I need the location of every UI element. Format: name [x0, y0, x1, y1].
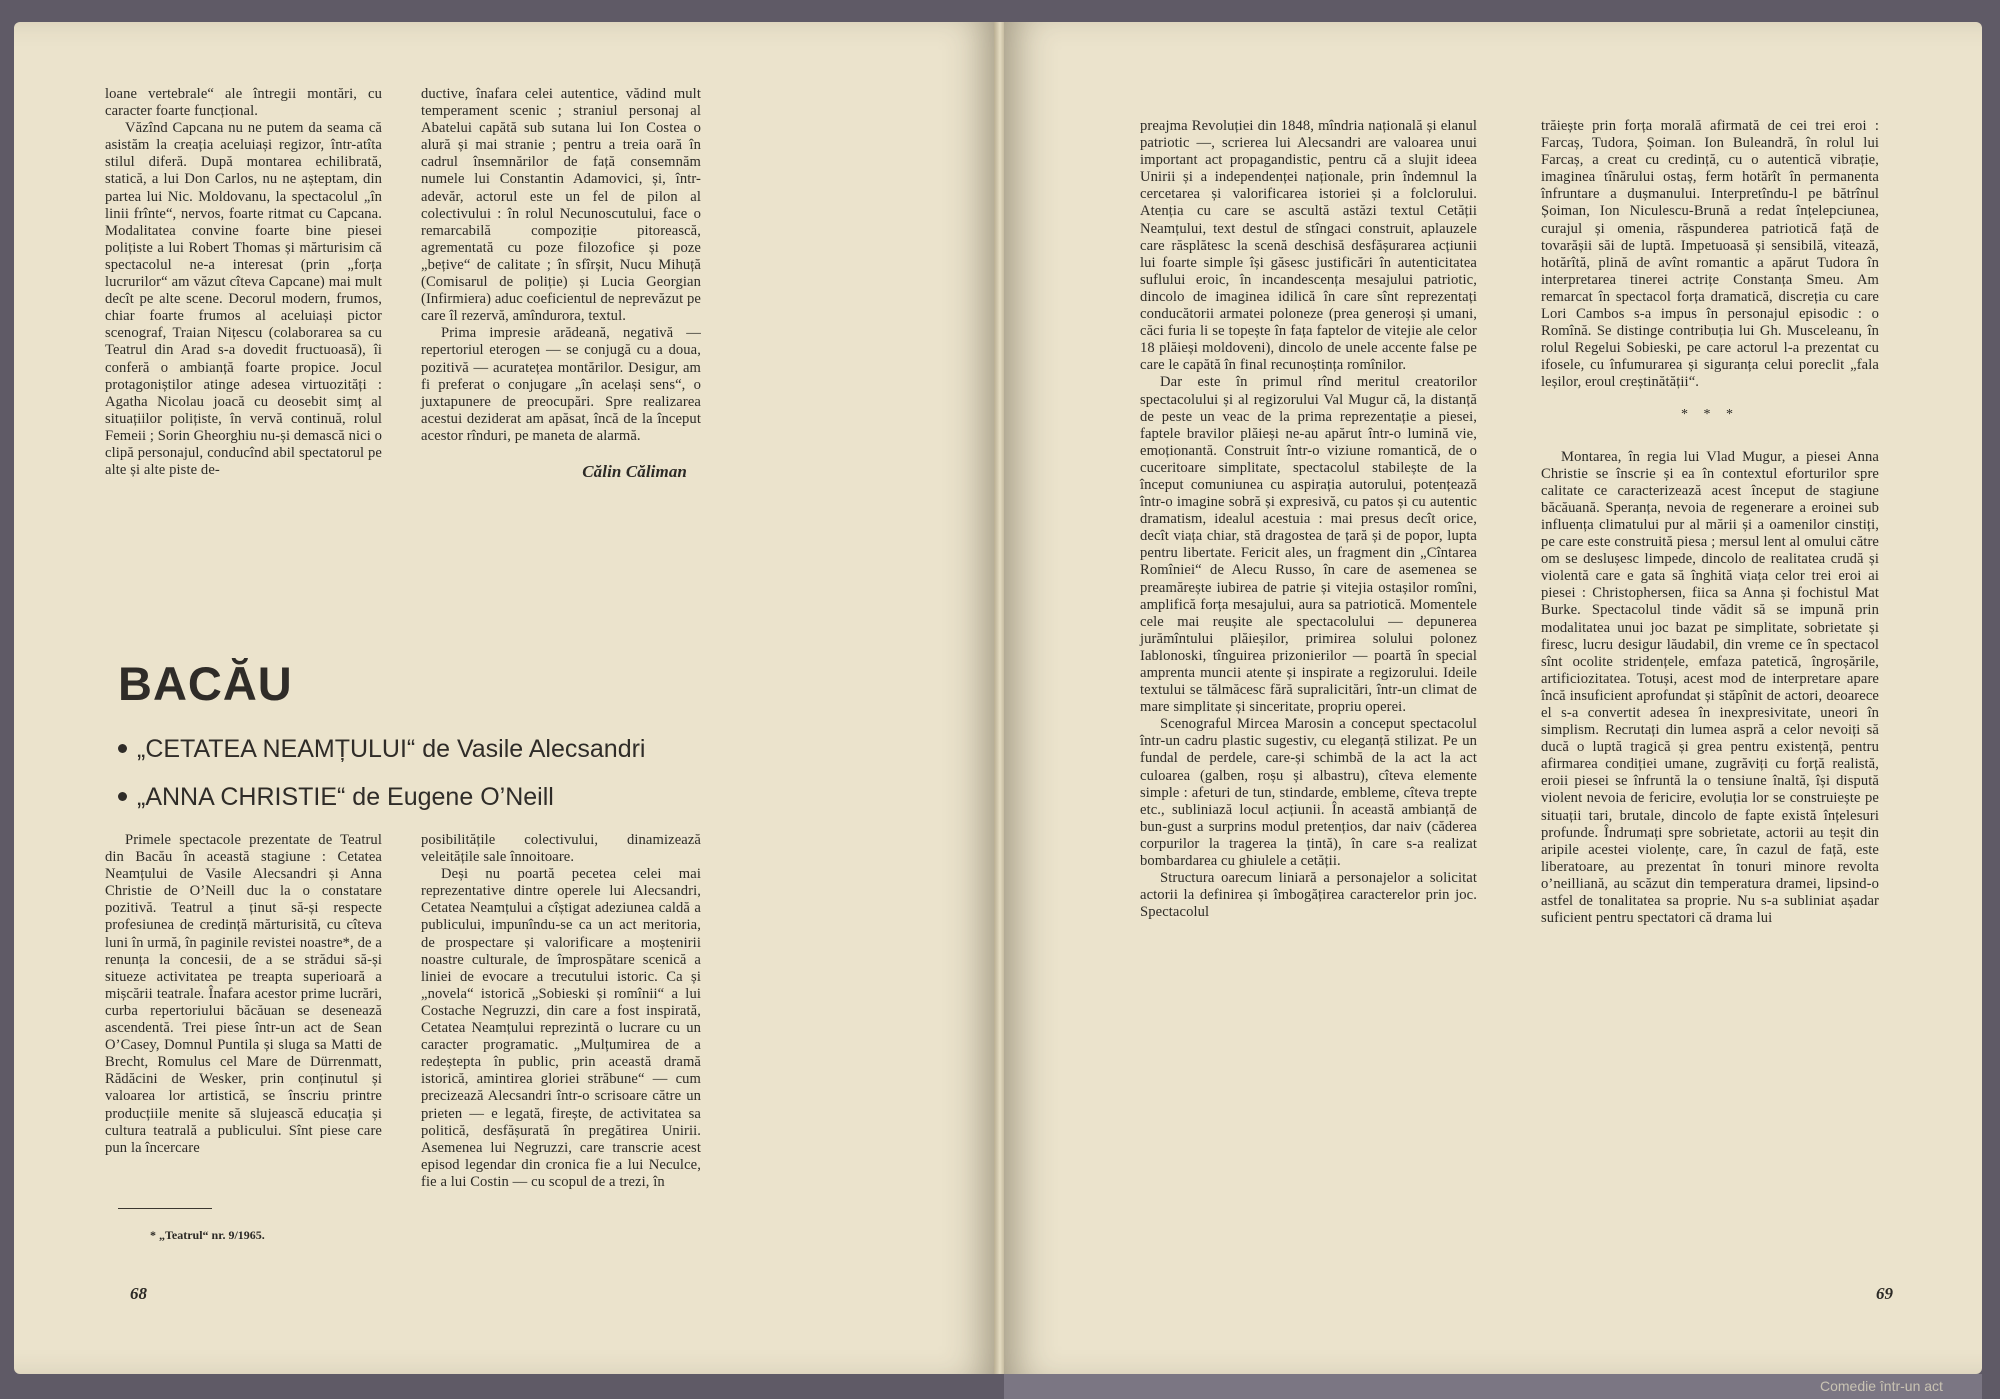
paragraph: Scenograful Mircea Marosin a conceput spectacolul într-un cadru plastic sugestiv, cu eleganță stilizat. Pe un fundal de perdele, care-și schimbă de la act la act culoarea (galben, roșu și albastru), cîteva elemente simple : afeturi de tun, stindarde, embleme, cîteva trepte etc., subliniază locul acțiunii. În această ambianță de bun-gust a surprins modul pretențios, dar naiv (căderea corpurilor la tragerea la țintă), în care s-a realizat bombardarea cu ghiulele a cetății.: [1140, 716, 1477, 870]
paragraph: Montarea, în regia lui Vlad Mugur, a piesei Anna Christie se înscrie și ea în contextul eforturilor spre calitate ce caracterizează acest început de stagiune băcăuană. Speranța, nevoia de regenerare a eroinei sub influența climatului pur al mării și a oamenilor cinstiți, pe care este construită piesa ; mersul lent al omului către om se deslușesc limpede, dincolo de realitatea crudă și violentă care e gata să înghită viața celor trei eroi ai piesei : Christophersen, fiica sa Anna și fochistul Mat Burke. Spectacolul tinde vădit să se impună prin modalitatea unui joc bazat pe simplitate, sobrietate și firesc, lucru desigur lăudabil, din vreme ce în spectacol sînt ocolite stridențele, emfaza patetică, îngroșările, artificiozitatea. Totuși, acest mod de interpretare apare încă insuficient aprofundat și stăpînit de actori, deoarece el s-a convertit adesea în inexpresivitate, uneori în simplism. Recrutați din lumea aspră a celor nevoiți să ducă o luptă tragică și grea pentru existență, pentru afirmarea condiției umane, zugrăviți cu forță realistă, eroii piesei se înfruntă la o tensiune înaltă, își dispută violent nevoia de fericire, evoluția lor se construiește pe situații tari, brutale, dincolo de fapte există înțelesuri profunde. Îndrumați spre sobrietate, actorii au teșit din aripile acestei violențe, care, în cazul de față, este liberatoare, au prezentat în tonuri minore revolta o’neilliană, au scăzut din temperatura dramei, lipsind-o astfel de tonalitatea sa proprie. Nu s-a subliniat așadar suficient pentru spectatori că drama lui: [1541, 448, 1879, 927]
city-heading: BACĂU: [118, 657, 293, 710]
left-column-1-bottom: [105, 832, 382, 1157]
right-column-2: [1541, 118, 1879, 927]
footnote-rule: [118, 1208, 212, 1209]
author-signature: Călin Căliman: [582, 461, 687, 481]
footnote: * „Teatrul“ nr. 9/1965.: [150, 1228, 265, 1242]
paragraph: Primele spectacole prezentate de Teatrul din Bacău în această stagiune : Cetatea Neamțului de Vasile Alecsandri și Anna Christie de O’Neill duc la o constatare pozitivă. Teatrul a ținut să-și respecte profesiunea de credință mărturisită, cu cîteva luni în urmă, în paginile revistei noastre*, de a renunța la concesii, de a se strădui să-și situeze activitatea pe treapta superioară a mișcării teatrale. Înafara acestor prime lucrări, curba repertoriului băcăuan se desenează ascendentă. Trei piese într-un act de Sean O’Casey, Domnul Puntila și sluga sa Matti de Brecht, Romulus cel Mare de Dürrenmatt, Rădăcini de Wesker, prin conținutul și valoarea lor artistică, se înscriu printre producțiile menite să slujească educația și cultura teatrală a publicului. Sînt piese care pun la încercare: [105, 832, 382, 1156]
left-column-2-top: [421, 86, 701, 480]
bullet-icon: [118, 744, 127, 753]
play-title-text: „CETATEA NEAMȚULUI“ de Vasile Alecsandri: [137, 735, 646, 763]
play-title-text: „ANNA CHRISTIE“ de Eugene O’Neill: [137, 783, 554, 811]
paragraph: Dar este în primul rînd meritul creatorilor spectacolului și al regizorului Val Mugur că, la distanță de peste un veac de la prima reprezentație a piesei, faptele bravilor plăieși ne-au apărut într-o lumină vie, emoționantă. Construit într-o viziune romantică, de o cuceritoare simplitate, spectacolul stabilește de la început comuniunea cu aspirația autorului, potențează într-o imagine sobră și expresivă, cu patos și cu autentic dramatism, idealul acestuia : mai presus decît orice, decît viața chiar, stă dragostea de țară și de popor, lupta pentru libertate. Fericit ales, un fragment din „Cîntarea Romîniei“ de Alecu Russo, în care de asemenea se preamărește iubirea de patrie și vitejia ostașilor romîni, amplifică forța mesajului, aura sa patriotică. Momentele cele mai reușite ale spectacolului — depunerea jurămîntului plăieșilor, primirea solului polonez Iablonoski, tînguirea prizonierilor — poartă în special amprenta muncii atente și inspirate a regizorului. Ideile textului se tălmăcesc fără supralicitări, într-un climat de mare simplitate și sinceritate, propriu operei.: [1140, 374, 1477, 716]
play-title-1: [118, 735, 645, 764]
bullet-icon: [118, 792, 127, 801]
play-title-2: [118, 783, 554, 812]
right-page: [1004, 22, 1982, 1374]
right-column-1: [1140, 118, 1477, 921]
next-page-text: Comedie într-un act: [1820, 1378, 1943, 1394]
paragraph: loane vertebrale“ ale întregii montări, cu caracter foarte funcțional.: [105, 86, 382, 120]
page-number-left: 68: [130, 1284, 147, 1303]
paragraph: preajma Revoluției din 1848, mîndria națională și elanul patriotic —, scrierea lui Alecsandri are valoarea unui important act propagandistic, pentru că a slujit ideea Unirii și a independenței naționale, prin îndemnul la cercetarea și valorificarea istoriei și a folclorului. Atenția cu care se ascultă astăzi textul Cetății Neamțului, text destul de stîngaci construit, aplauzele care răsplătesc la scenă deschisă desfășurarea acțiunii lui foarte simple își găsesc justificări în autenticitatea suflului eroic, în incandescența mesajului patriotic, dincolo de imaginea idilică în care sînt reprezentați conducătorii armatei poloneze (prea generoși și umani, căci furia li se topește în fața faptelor de vitejie ale celor 18 plăieși moldoveni), dincolo de unele accente false pe care le capătă în final recunoștința romînilor.: [1140, 118, 1477, 374]
left-page: [14, 22, 996, 1374]
left-column-1-top: [105, 86, 382, 479]
paragraph: ductive, înafara celei autentice, vădind mult temperament scenic ; straniul personaj al Abatelui capătă sub sutana lui Ion Costea o alură și mai stranie ; pentru a treia oară în cadrul însemnărilor de față consemnăm numele lui Constantin Adamovici, și, într-adevăr, actorul este un fel de pilon al colectivului : în rolul Necunoscutului, face o remarcabilă compoziție pitorească, agrementată cu poze filozofice și poze „bețive“ de calitate ; în sfîrșit, Nucu Mihuță (Comisarul de poliție) și Lucia Georgian (Infirmiera) aduc coeficientul de neprevăzut pe care îl rezervă, amîndurora, textul.: [421, 86, 701, 325]
section-separator: * * *: [1681, 406, 1739, 422]
paragraph: Văzînd Capcana nu ne putem da seama că asistăm la creația aceluiași regizor, într-atîta stilul diferă. După montarea echilibrată, statică, a lui Don Carlos, nu ne așteptam, din partea lui Nic. Moldovanu, la spectacolul „în linii frînte“, nervos, foarte ritmat cu Capcana. Modalitatea convine foarte bine piesei polițiste a lui Robert Thomas și mărturisim că spectacolul ne-a interesat (prin „forța lucrurilor“ am văzut cîteva Capcane) mai mult decît pe alte scene. Decorul modern, frumos, chiar foarte frumos al aceluiași pictor scenograf, Traian Nițescu (colaborarea sa cu Teatrul din Arad s-a dovedit fructuoasă), îi conferă o ambianță foarte propice. Jocul protagoniștilor atinge adesea virtuozități : Agatha Nicolau joacă cu deosebit simț al situațiilor polițiste, în vervă continuă, rolul Femeii ; Sorin Gheorghiu nu-și demască nici o clipă personajul, conducînd abil spectatorul pe alte și alte piste de-: [105, 120, 383, 479]
paragraph: Structura oarecum liniară a personajelor a solicitat actorii la definirea și îmbogățirea caracterelor prin joc. Spectacolul: [1140, 870, 1477, 921]
paragraph: trăiește prin forța morală afirmată de cei trei eroi : Farcaș, Tudora, Șoiman. Ion Buleandră, în rolul lui Farcaș, a creat cu credință, cu o autentică vibrație, imaginea tînărului ostaș, ferm hotărît în permanenta înfruntare a dușmanului. Interpretîndu-l pe bătrînul Șoiman, Ion Niculescu-Brună a redat înțelepciunea, curajul și omenia, răspunderea patriotică față de tovarășii săi de luptă. Impetuoasă și sensibilă, vitează, hotărîtă, plină de avînt romantic a apărut Tudora în interpretarea tinerei actrițe Constanța Smeu. Am remarcat în spectacol forța dramatică, discreția cu care Lori Cambos s-a impus în personajul episodic : o Romînă. Se distinge contribuția lui Gh. Musceleanu, în rolul Regelui Sobieski, pe care actorul l-a prezentat cu ifosele, cu înfumurarea și siguranța celui poreclit „fala leșilor, eroul creștinătății“.: [1541, 118, 1879, 391]
paragraph: posibilitățile colectivului, dinamizează veleitățile sale înnoitoare.: [421, 832, 701, 866]
left-column-2-bottom: [421, 832, 701, 1191]
paragraph: Prima impresie arădeană, negativă — repertoriul eterogen — se conjugă cu a doua, pozitivă — acuratețea montărilor. Desigur, am fi preferat o conjugare „în același sens“, o juxtapunere de preocupări. Spre realizarea acestui deziderat am apăsat, încă de la început acestor rînduri, pe maneta de alarmă.: [421, 325, 701, 444]
paragraph: Deși nu poartă pecetea celei mai reprezentative dintre operele lui Alecsandri, Cetatea Neamțului a cîștigat adeziunea caldă a publicului, impunîndu-se ca un act meritoria, de prospectare și valorificare a moștenirii noastre culturale, de împrospătare scenică a liniei de evocare a trecutului istoric. Ca și „novela“ istorică „Sobieski și romînii“ a lui Costache Negruzzi, din care a fost inspirată, Cetatea Neamțului reprezintă o lucrare cu un caracter programatic. „Mulțumirea de a redeștepta în public, prin această dramă istorică, amintirea gloriei străbune“ — cum precizează Alecsandri într-o scrisoare către un prieten — e legată, firește, de activitatea sa politică, desfășurată în pregătirea Unirii. Asemenea lui Negruzzi, care transcrie acest episod legendar din cronica fie a lui Neculce, fie a lui Costin — cu scopul de a trezi, în: [421, 866, 701, 1190]
page-number-right: 69: [1876, 1284, 1893, 1303]
